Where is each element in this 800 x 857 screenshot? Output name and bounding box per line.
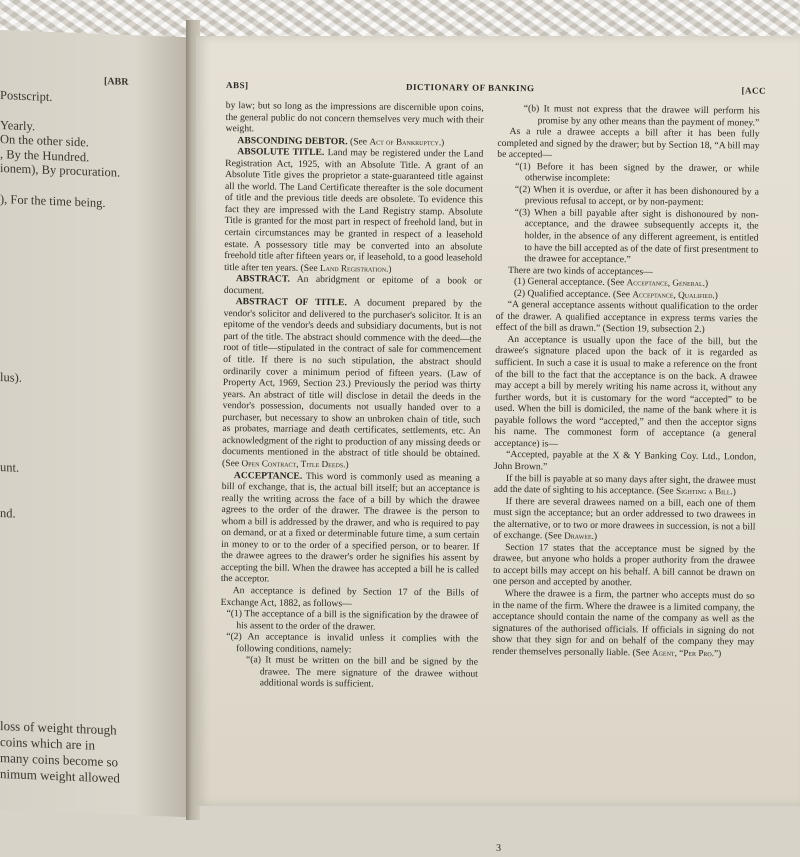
- entry-absolute-title: [224, 146, 483, 276]
- paragraph: by law; but so long as the impressions are discernible upon coins, the general public do not concern themselves very much with their weight.: [225, 99, 484, 135]
- entry-text: Land may be registered under the Land Registration Act, 1925, with an Absolute Title. A grant of an Absolute Title gives the proprietor a state-guaranteed title against all the world. The Land Certificate thereafter is the sole document of title and the previous title deeds are obsolete. To evidence this fact they are impressed with the Land Registry stamp. Absolute Title is granted for the most part in respect of freehold land, but in certain circumstances may be granted in respect of a leasehold estate. A possessory title may be converted into an absolute freehold title after fifteen years or, if leasehold, to a good leasehold title after ten years. (See: [224, 147, 484, 274]
- left-page-line: lus).: [0, 370, 22, 385]
- paragraph: An acceptance is usually upon the face of the bill, but the drawee's signature placed upon the back of it is regarded as sufficient. In such a case it is usual to make a reference on the front of the bill to the fact that the acceptance is on the back. A drawee may accept a bill by merely writing his name across it, without any further words, but it is customary for the word “accepted” to be used. When the bill is domiciled, the name of the bank where it is payable follows the word “accepted,” and then the acceptor signs his name. The commonest form of acceptance (a general acceptance) is—: [494, 333, 758, 450]
- entry-heading: ABSOLUTE TITLE.: [237, 146, 325, 159]
- list-item-text: (2) Qualified acceptance. (See: [513, 287, 631, 300]
- quoted-clause: “(b) It must not express that the drawee will perform his promise by any other means than the payment of money.”: [523, 103, 760, 129]
- entry-text: This word is commonly used as meaning a bill of exchange, that is, the actual bill itself; but an acceptance is really the writing across the face of a bill by which the drawee agrees to the order of the drawer. The drawee is the person to whom a bill is addressed by the drawer, and who is required to pay on demand, or at a fixed or determinable future time, a sum certain in money to or to the order of a specified person, or to bearer. If the drawee agrees to the drawer's order he signifies his assent by accepting the bill. When the drawee has accepted a bill he is called the acceptor.: [220, 470, 480, 585]
- running-head-right: [ACC: [741, 85, 767, 96]
- entry-text: (See: [349, 135, 368, 148]
- left-page-line: nd.: [0, 506, 16, 521]
- list-item-text: (1) General acceptance. (See: [513, 276, 625, 289]
- quoted-clause: “(2) When it is overdue, or after it has been dishonoured by a previous refusal to accept, or by non-payment:: [514, 183, 759, 209]
- paragraph: As a rule a drawee accepts a bill after it has been fully completed and signed by the drawer; but by Section 18, “A bill may be accepted—: [497, 126, 760, 161]
- entry-text: An abridgment or epitome of a book or document.: [223, 273, 483, 297]
- quoted-clause: “(1) Before it has been signed by the drawer, or while otherwise incomplete:: [515, 160, 760, 185]
- entry-text: A document prepared by the vendor's solicitor and delivered to the purchaser's solicitor. It is an epitome of the vendor's deeds and subsidiary documents, but is not part of the title. The abstract should commence with the deed—the root of title—stipulated in the contract of sale for commencement of title. If there is no such stipulation, the abstract should ordinarily cover a minimum period of fifteen years. (Law of Property Act, 1969, Section 23.) Previously the period was thirty years. An abstract of title will disclose in detail the deeds in the vendor's possession, documents not usually handed over to a purchaser, but necessary to show an unbroken chain of title, such as probates, marriage and death certificates, settlements, etc. An acknowledgment of the right to production of any missing deeds or documents mentioned in the abstract of title should be obtained. (See: [222, 297, 482, 470]
- left-page-line: nimum weight allowed: [0, 766, 120, 786]
- left-page-line: , By the Hundred.: [0, 147, 90, 165]
- left-page-line: Postscript.: [0, 88, 53, 105]
- left-page-header: [ABR: [104, 75, 129, 88]
- paragraph: [493, 495, 755, 544]
- page-number: 3: [495, 842, 502, 854]
- paragraph: An acceptance is defined by Section 17 of the Bills of Exchange Act, 1882, as follows—: [220, 585, 479, 609]
- page-content: [220, 80, 786, 854]
- left-page: [0, 30, 192, 817]
- cross-reference: Open Contract, Title Deeds.): [241, 458, 349, 470]
- running-head: [226, 80, 766, 100]
- running-head-left: ABS]: [225, 80, 249, 91]
- quoted-clause: “(1) The acceptance of a bill is the signification by the drawee of his assent to the order of the drawer.: [226, 608, 479, 633]
- entry-acceptance: [221, 469, 480, 587]
- cross-reference: Agent, “Per Pro.”): [651, 647, 722, 658]
- left-page-line: On the other side.: [0, 132, 89, 150]
- paragraph-text: Where the drawee is a firm, the partner who accepts must do so in the name of the firm. Where the drawee is a limited company, the acceptance should contain the name of the company as well as the signatures of the authorised officials. If officials in signing do not show that they sign for and on behalf of the company they may render themselves personally liable. (See: [492, 587, 755, 659]
- left-page-line: ), For the time being.: [0, 192, 106, 211]
- column-left: [220, 100, 484, 692]
- cross-reference: Acceptance, Qualified.): [632, 289, 718, 300]
- quoted-clause: “(2) An acceptance is invalid unless it complies with the following conditions, namely:: [226, 631, 479, 656]
- left-page-line: Yearly.: [0, 118, 36, 134]
- cross-reference: Acceptance, General.): [626, 277, 709, 289]
- cross-reference: Act of Bankruptcy.): [369, 136, 445, 147]
- paragraph: [492, 588, 755, 660]
- paragraph: Section 17 states that the acceptance must be signed by the drawee, but anyone who holds a proper authority from the drawee to accept bills may accept on his behalf. A bill cannot be drawn on one person and accepted by another.: [492, 541, 756, 589]
- column-right: [492, 103, 760, 660]
- entry-heading: ACCEPTANCE.: [233, 469, 303, 482]
- left-page-line: ionem), By procuration.: [0, 161, 121, 180]
- example-acceptance: “Accepted, payable at the X & Y Banking Coy. Ltd., London, John Brown.”: [493, 449, 757, 473]
- entry-heading: ABSCONDING DEBTOR.: [237, 134, 348, 147]
- left-page-line: many coins become so: [0, 750, 119, 770]
- paragraph-text: If there are several drawees named on a bill, each one of them must sign the acceptance; but an order addressed to two drawees in the alternative, or to two or more drawees in succession, is not a bill of exchange. (See: [493, 495, 756, 542]
- right-page: [196, 36, 800, 854]
- cross-reference: Land Registration.): [319, 262, 392, 274]
- quoted-clause: “(3) When a bill payable after sight is dishonoured by non-acceptance, and the drawee subsequently accepts it, the holder, in the absence of any different agreement, is entitled to have the bill accepted as of the date of first presentment to the drawee for acceptance.”: [514, 206, 759, 266]
- entry-heading: ABSTRACT OF TITLE.: [235, 296, 347, 309]
- left-page-line: unt.: [0, 460, 20, 475]
- cross-reference: Sighting a Bill.): [675, 485, 736, 497]
- running-head-title: DICTIONARY OF BANKING: [405, 81, 535, 94]
- paragraph: [494, 472, 756, 498]
- entry-heading: ABSTRACT.: [235, 273, 290, 285]
- paragraph-text: If the bill is payable at so many days after sight, the drawee must add the date of sighting to his acceptance. (See: [493, 472, 756, 497]
- paragraph: There are two kinds of acceptances—: [508, 264, 653, 278]
- left-page-line: coins which are in: [0, 734, 95, 753]
- left-page-line: loss of weight through: [0, 718, 117, 738]
- entry-abstract: [224, 273, 482, 299]
- entry-abstract-of-title: [222, 296, 482, 472]
- paragraph: “A general acceptance assents without qualification to the order of the drawer. A qualified acceptance in express terms varies the effect of the bill as drawn.” (Section 19, subsection 2.): [495, 299, 758, 336]
- cross-reference: Drawee.): [564, 530, 598, 542]
- quoted-clause: “(a) It must be written on the bill and be signed by the drawee. The mere signature of the drawee without additional words is sufficient.: [245, 654, 479, 690]
